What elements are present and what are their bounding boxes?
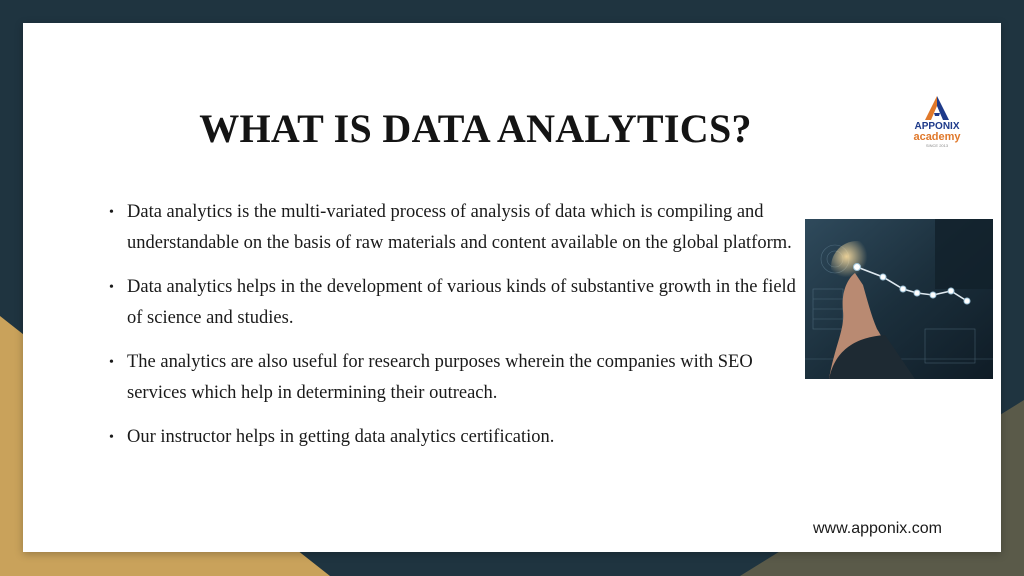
slide-title: WHAT IS DATA ANALYTICS? [199, 106, 752, 151]
data-analytics-photo [805, 219, 993, 379]
apponix-a-icon [924, 95, 950, 121]
bullet-item: • Data analytics is the multi-variated process of analysis of data which is compiling and understandable on the basis of raw materials and content available on the global platform. [109, 202, 792, 253]
bullet-text: Data analytics helps in the development of various kinds of substantive growth in the field of science and studies. [127, 277, 796, 328]
bullet-item: • The analytics are also useful for research purposes wherein the companies with SEO services which help in determining their outreach. [109, 352, 753, 403]
website-footer: www.apponix.com [813, 520, 942, 537]
bullet-text: The analytics are also useful for research purposes wherein the companies with SEO services which help in determining their outreach. [127, 352, 753, 403]
bullet-list [109, 197, 809, 466]
bullet-item: • Our instructor helps in getting data analytics certification. [109, 427, 555, 447]
logo-subbrand-text: academy [913, 131, 961, 143]
apponix-logo [901, 95, 973, 173]
bullet-text: Data analytics is the multi-variated process of analysis of data which is compiling and understandable on the basis of raw materials and content available on the global platform. [127, 202, 792, 253]
slide [23, 23, 1001, 552]
bullet-item: • Data analytics helps in the development of various kinds of substantive growth in the field of science and studies. [109, 277, 796, 328]
logo-brand-text: APPONIX [914, 121, 960, 132]
bullet-text: Our instructor helps in getting data analytics certification. [127, 427, 555, 447]
logo-since-text: SINCE 2013 [925, 143, 949, 148]
